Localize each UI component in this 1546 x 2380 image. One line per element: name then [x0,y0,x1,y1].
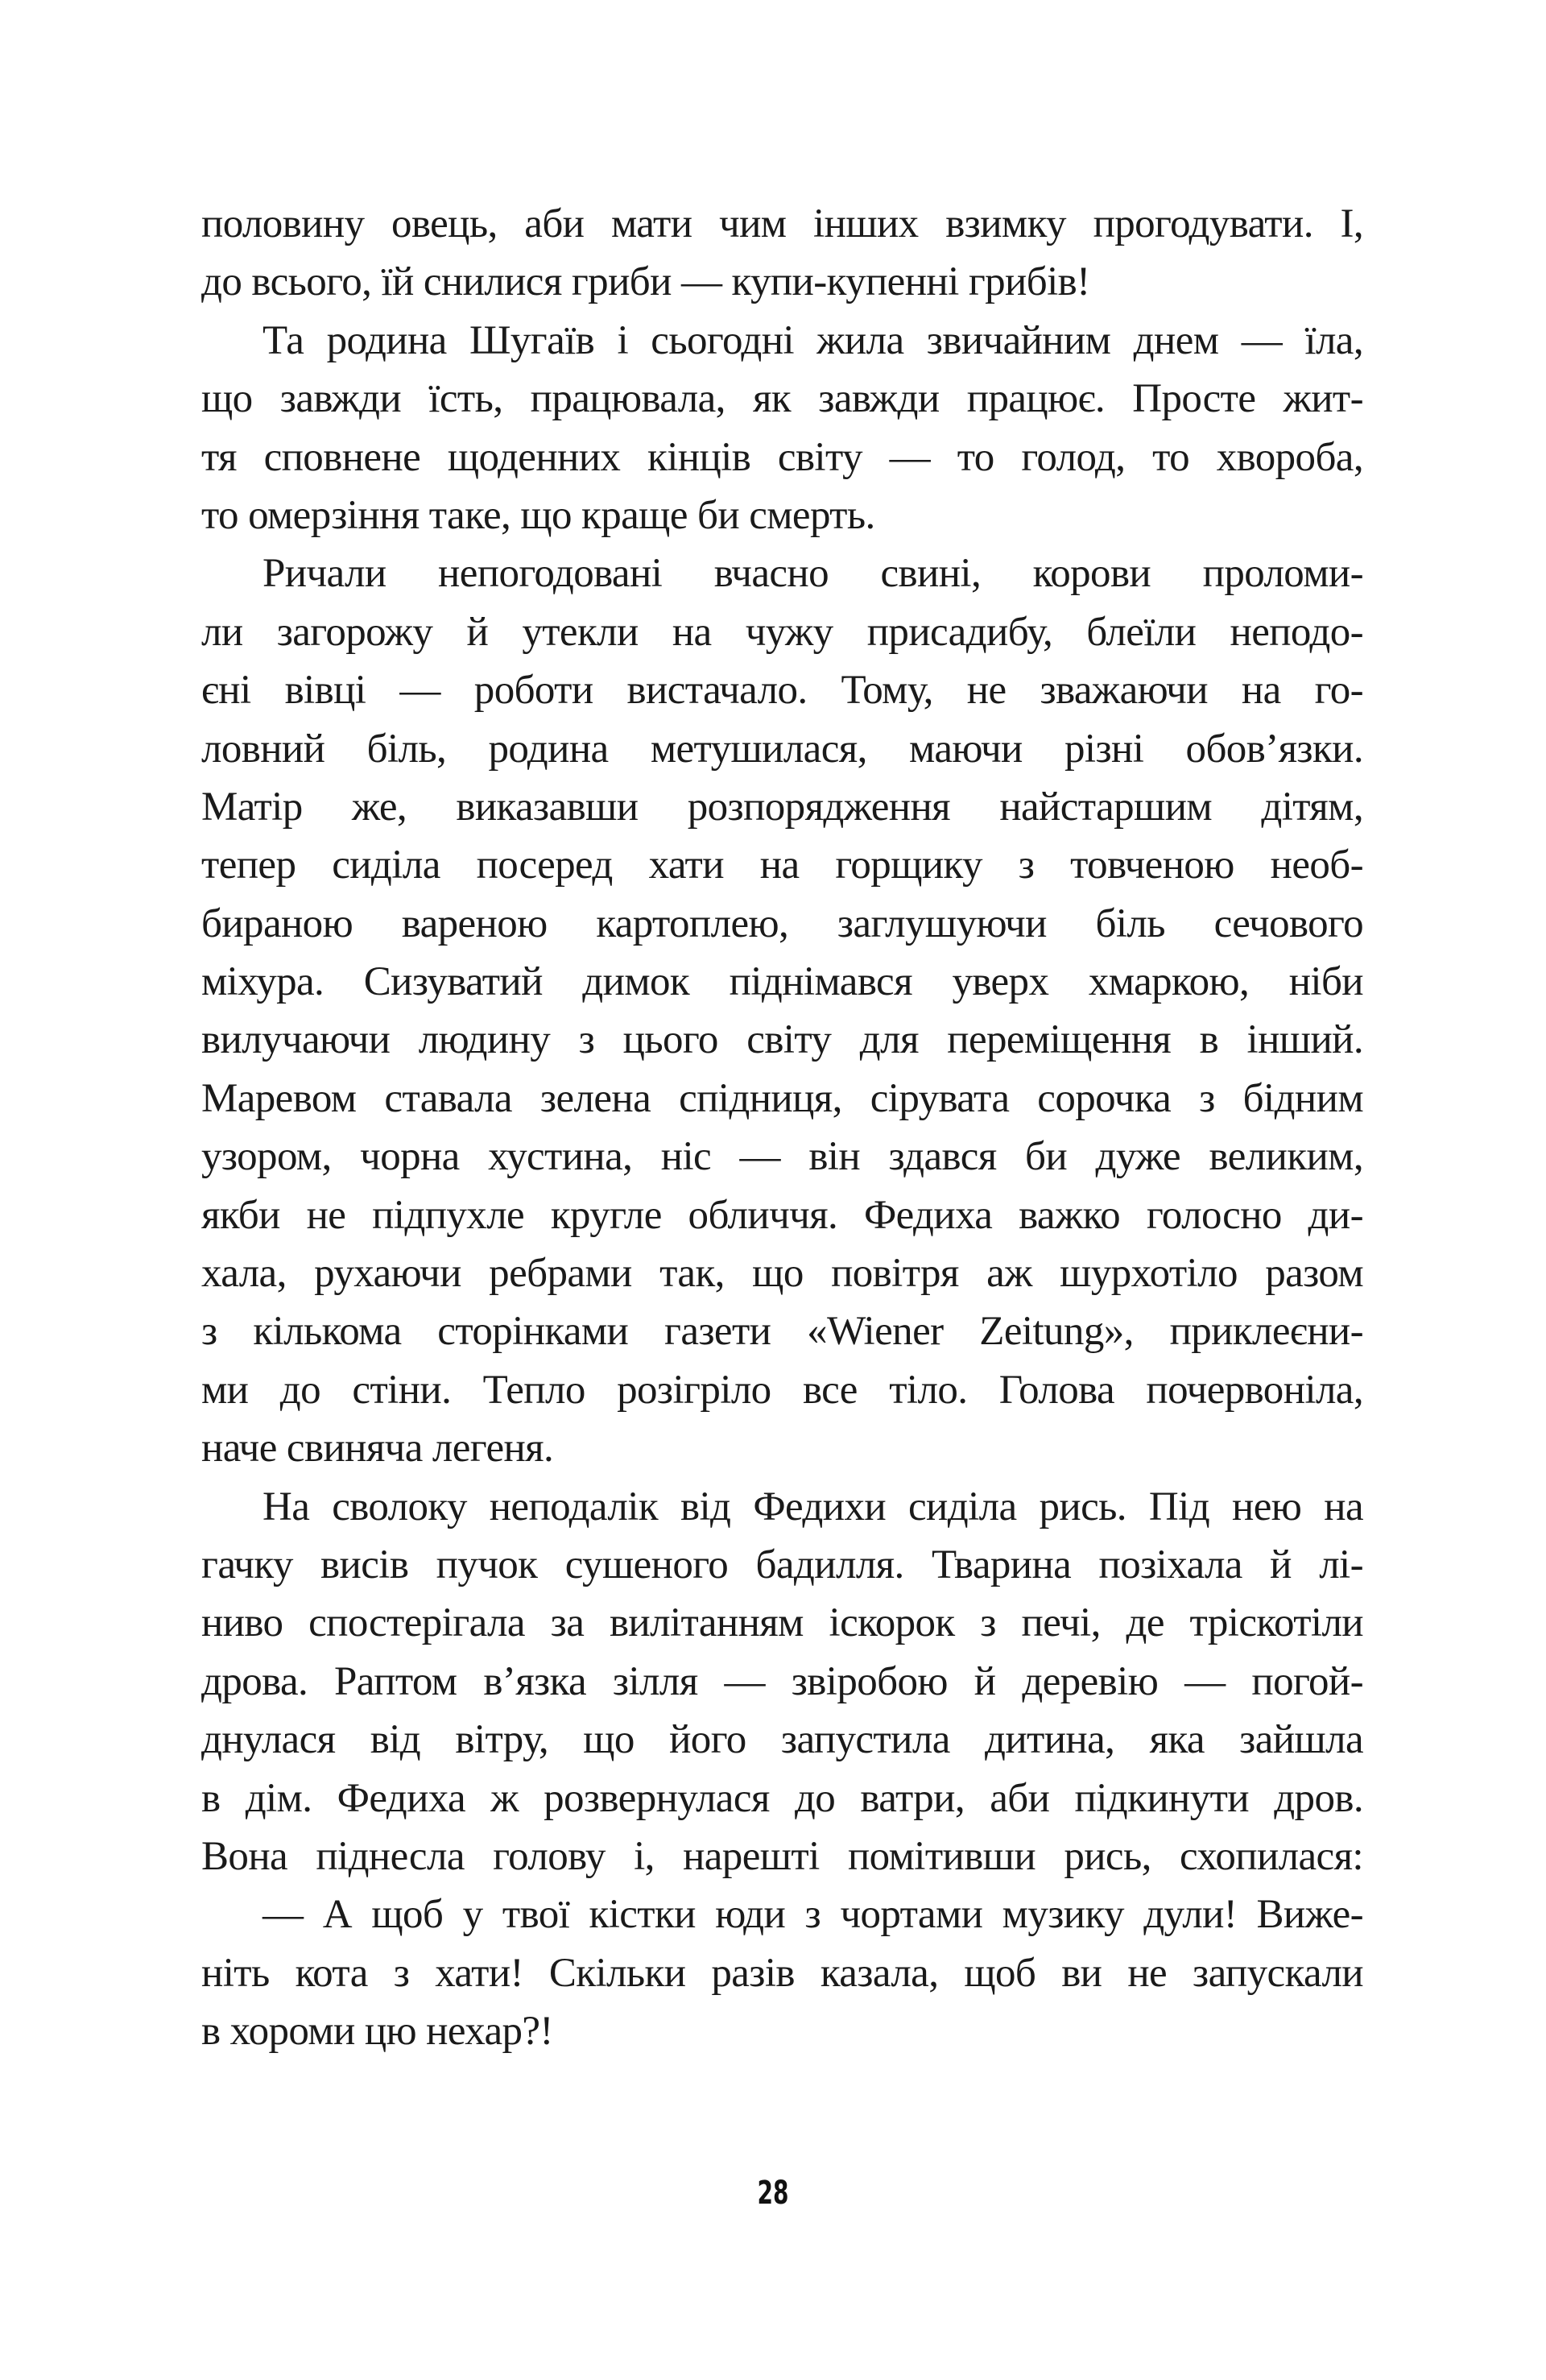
text-line: половину овець, аби мати чим інших взимку прогодувати. І, [201,201,1363,246]
text-line: тя сповнене щоденних кінців світу — то голод, то хвороба, [201,434,1363,480]
text-line: вилучаючи людину з цього світу для переміщення в інший. [201,1017,1363,1063]
text-line: — А щоб у твої кістки юди з чортами музику дули! Виже- [262,1892,1363,1938]
text-line: єні вівці — роботи вистачало. Тому, не зважаючи на го- [201,668,1363,714]
text-line: наче свиняча легеня. [201,1426,554,1471]
text-line: хала, рухаючи ребрами так, що повітря аж шурхотіло разом [201,1251,1363,1297]
text-line: ниво спостерігала за вилітанням іскорок з печі, де тріскотіли [201,1600,1363,1646]
text-line: ли загорожу й утекли на чужу присадибу, блеїли неподо- [201,609,1363,655]
text-line: ми до стіни. Тепло розігріло все тіло. Голова почервоніла, [201,1367,1363,1413]
text-line: Та родина Шугаїв і сьогодні жила звичайним днем — їла, [262,317,1363,363]
text-line: до всього, їй снилися гриби — купи-купенні грибів! [201,259,1090,305]
text-line: то омерзіння таке, що краще би смерть. [201,492,875,538]
text-line: днулася від вітру, що його запустила дитина, яка зайшла [201,1717,1363,1763]
body-text [201,195,1363,2061]
text-line: ловний біль, родина метушилася, маючи різні обов’язки. [201,726,1363,772]
text-line: міхура. Сизуватий димок піднімався уверх хмаркою, ніби [201,959,1363,1005]
text-line: в дім. Федиха ж розвернулася до ватри, аби підкинути дров. [201,1775,1363,1821]
text-line: в хороми цю нехар?! [201,2009,553,2055]
text-line: узором, чорна хустина, ніс — він здався би дуже великим, [201,1134,1363,1180]
text-line: Ричали непогодовані вчасно свині, корови проломи- [262,551,1363,597]
text-line: гачку висів пучок сушеного бадилля. Тварина позіхала й лі- [201,1542,1363,1587]
text-line: з кількома сторінками газети «Wiener Zeitung», приклеєни- [201,1309,1363,1355]
text-line: На сволоку неподалік від Федихи сиділа рись. Під нею на [262,1484,1363,1529]
text-line: Маревом ставала зелена спідниця, сірувата сорочка з бідним [201,1075,1363,1121]
text-line: бираною вареною картоплею, заглушуючи біль сечового [201,900,1363,946]
text-line: якби не підпухле кругле обличчя. Федиха важко голосно ди- [201,1192,1363,1238]
page-number: 28 [757,2175,789,2212]
text-line: тепер сиділа посеред хати на горщику з товченою необ- [201,842,1363,888]
text-line: Вона піднесла голову і, нарешті помітивши рись, схопилася: [201,1833,1363,1879]
text-line: що завжди їсть, працювала, як завжди працює. Просте жит- [201,376,1363,422]
text-line: ніть кота з хати! Скільки разів казала, щоб ви не запускали [201,1950,1363,1996]
text-line: Матір же, виказавши розпорядження найстаршим дітям, [201,784,1363,830]
text-line: дрова. Раптом в’язка зілля — звіробою й деревію — погой- [201,1658,1363,1704]
